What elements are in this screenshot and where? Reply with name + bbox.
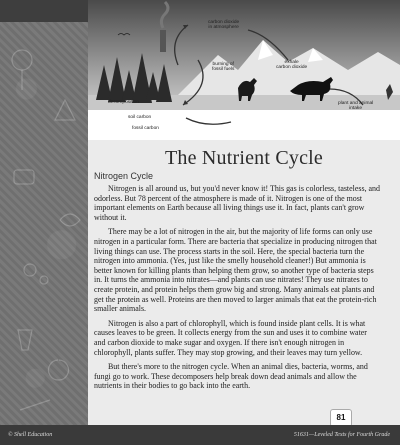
section-heading: Nitrogen Cycle (94, 171, 154, 181)
label-exhale: exhale carbon dioxide (276, 60, 308, 71)
page-footer (0, 425, 400, 445)
label-soil-carbon: soil carbon (128, 115, 152, 120)
paragraph: Nitrogen is all around us, but you'd never know it! This gas is colorless, tasteless, and odorless. But 78 percent of the atmosphere is made of it. Nitrogen is one of the most important elements on Earth because all living things use it. In fact, plants can't grow without it. (94, 184, 380, 222)
label-decomposition: decomposition (108, 100, 139, 105)
science-doodles-icon (0, 0, 88, 445)
article-body (94, 184, 380, 396)
footer-book-title: 51631—Leveled Texts for Fourth Grade (293, 432, 390, 438)
page-number: 81 (330, 409, 352, 427)
paragraph: There may be a lot of nitrogen in the air, but the majority of life forms can only use nitrogen in a particular form. There are bacteria that specialize in producing nitrogen that living things can use. The process starts in the soil. Here, the special bacteria turn the nitrogen into ammonia. (Yes, just like the smelly household cleaner!) But ammonia is better known for killing plants than helping them grow, so another type of bacteria steps in. It turns the ammonia into nitrates—and plants can use nitrates! They use nitrates to create protein, and protein helps them grow big and strong. Many animals eat plants and get the protein as well. Proteins are then moved to larger animals that eat the protein-rich smaller animals. (94, 227, 377, 314)
paragraph: But there's more to the nitrogen cycle. When an animal dies, bacteria, worms, and fungi go to work. These decomposers help break down dead animals and allow the nutrients in their bodies to go back into the earth. (94, 362, 368, 391)
label-burning-fossil-fuels: burning of fossil fuels (212, 62, 235, 73)
article-panel (88, 140, 400, 425)
label-fossil-carbon: fossil carbon (132, 126, 159, 131)
label-plant-animal-intake: plant and animal intake (338, 101, 374, 112)
page-title: The Nutrient Cycle (165, 147, 323, 169)
decorative-side-border (0, 0, 88, 445)
label-co2-atmosphere: carbon dioxide in atmosphere (208, 20, 240, 31)
paragraph: Nitrogen is also a part of chlorophyll, which is found inside plant cells. It is what causes leaves to be green. It collects energy from the sun and uses it to combine water and carbon dioxide to make sugar and oxygen. If there isn't enough nitrogen in chlorophyll, plants suffer. They may stop growing, and their leaves may turn yellow. (94, 318, 367, 357)
carbon-cycle-illustration (88, 0, 400, 140)
footer-publisher: © Shell Education (8, 432, 53, 438)
